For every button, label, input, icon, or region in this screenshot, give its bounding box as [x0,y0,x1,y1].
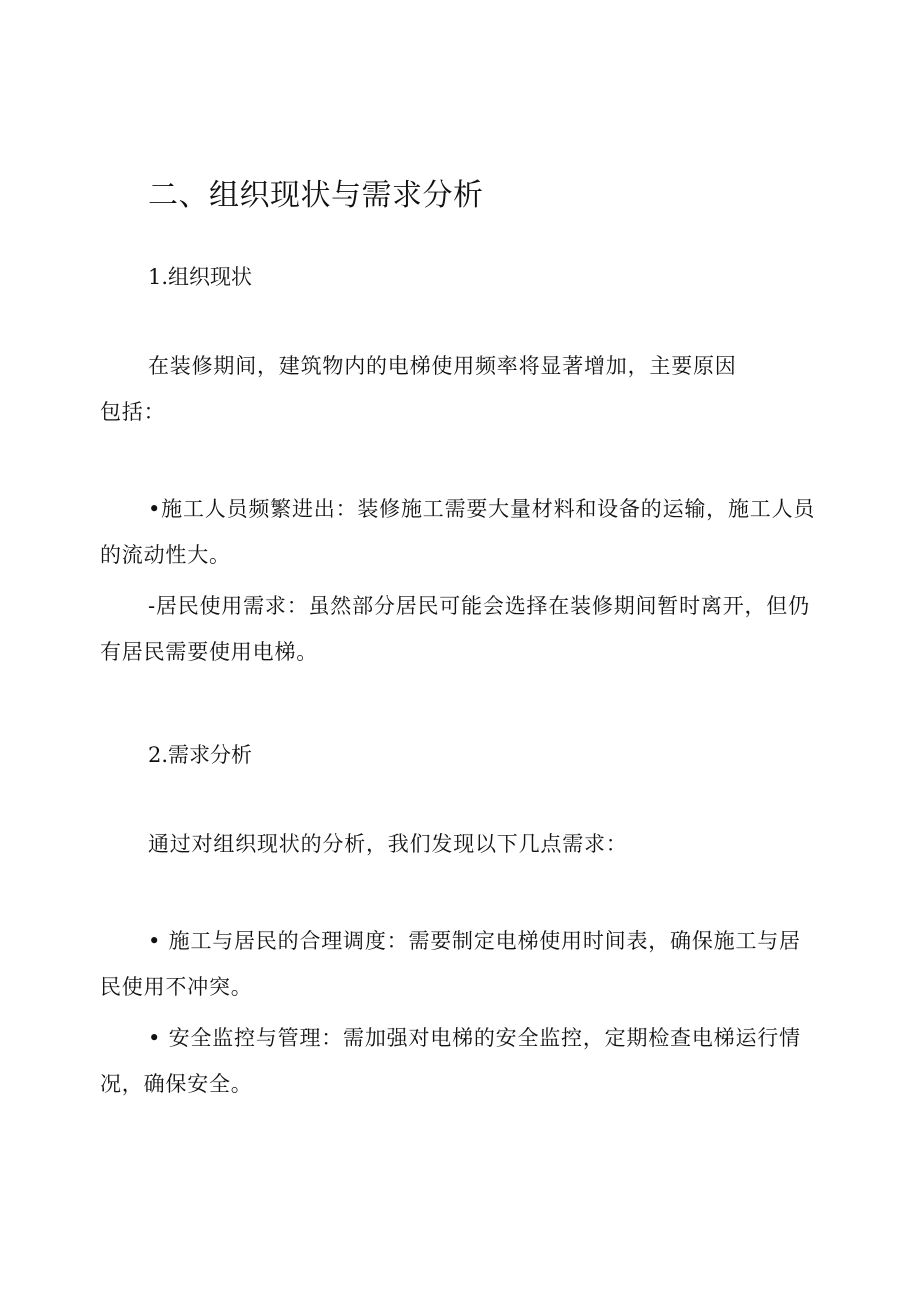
bullet-resident-usage [100,583,812,675]
bullet-line: 有居民需要使用电梯。 [100,640,318,664]
bullet-line: • 安全监控与管理：需加强对电梯的安全监控，定期检查电梯运行情 [148,1026,801,1050]
section-title: 二、组织现状与需求分析 [148,178,484,213]
subsection-title-analysis: 2.需求分析 [148,743,253,767]
bullet-line: •施工人员频繁进出：装修施工需要大量材料和设备的运输，施工人员 [148,497,816,521]
bullet-line: 民使用不冲突。 [100,975,253,999]
paragraph-analysis-intro [100,821,812,867]
bullet-line: 的流动性大。 [100,543,231,567]
bullet-scheduling [100,918,812,1010]
paragraph-line: 在装修期间，建筑物内的电梯使用频率将显著增加，主要原因 [148,354,737,378]
paragraph-line: 通过对组织现状的分析，我们发现以下几点需求： [148,832,628,856]
paragraph-status-intro [100,343,812,435]
bullet-safety-monitoring [100,1015,812,1107]
bullet-construction-workers [100,486,816,578]
bullet-line: 况，确保安全。 [100,1072,253,1096]
bullet-line: -居民使用需求：虽然部分居民可能会选择在装修期间暂时离开，但仍 [148,594,810,618]
paragraph-line: 包括： [100,400,166,424]
bullet-line: • 施工与居民的合理调度：需要制定电梯使用时间表，确保施工与居 [148,929,801,953]
subsection-title-status: 1.组织现状 [148,265,253,289]
